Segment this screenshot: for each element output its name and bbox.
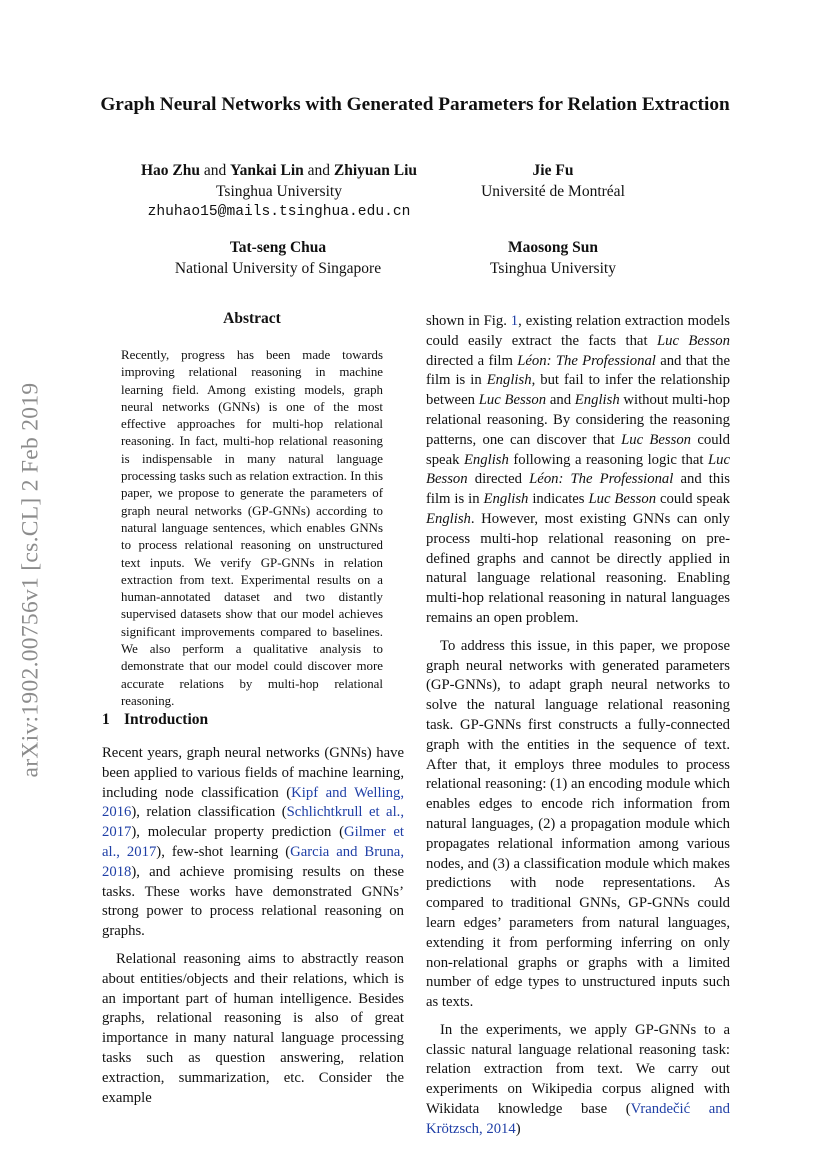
figure-link[interactable]: 1 <box>510 313 519 329</box>
author-email: zhuhao15@mails.tsinghua.edu.cn <box>147 204 411 220</box>
text-run: directed a film <box>426 352 518 369</box>
text-run: could speak <box>426 431 730 468</box>
author-name: Jie Fu <box>532 162 574 179</box>
author-block-2 <box>440 160 666 202</box>
author-block-3 <box>148 237 408 279</box>
text-run: following a reasoning logic that <box>508 451 708 468</box>
left-column <box>102 744 404 1108</box>
text-run: Recent years, graph neural networks (GNNs) have been applied to various fields of machine learning, including node classification ( <box>102 745 404 801</box>
italic-run: Luc Besson <box>426 451 730 488</box>
italic-run: Luc Besson <box>588 491 657 508</box>
text-run: and that the film is in <box>426 352 730 389</box>
arxiv-stamp <box>14 320 48 840</box>
citation-link[interactable]: Schlichtkrull et al., 2017 <box>102 804 405 841</box>
author-separator: and <box>307 162 331 179</box>
text-run: ), few-shot learning ( <box>156 843 291 860</box>
text-run: ) <box>515 1120 521 1137</box>
author-affiliation: Université de Montréal <box>481 183 625 200</box>
italic-run: English <box>486 372 532 389</box>
text-run: and this film is in <box>426 471 730 508</box>
italic-run: Léon: The Professional <box>529 471 674 488</box>
italic-run: Luc Besson <box>656 332 730 349</box>
italic-run: English <box>483 491 529 508</box>
author-name: Tat-seng Chua <box>229 239 327 256</box>
paragraph <box>426 312 730 629</box>
citation-link[interactable]: Kipf and Welling, 2016 <box>102 784 404 821</box>
text-run: , existing relation extraction models could easily extract the facts that <box>426 313 730 349</box>
author-affiliation: Tsinghua University <box>490 260 616 277</box>
italic-run: Léon: The Professional <box>517 352 656 369</box>
text-run: shown in Fig. <box>426 313 511 329</box>
arxiv-id: arXiv:1902.00756v1 [cs.CL] 2 Feb 2019 <box>17 382 44 778</box>
author-affiliation: Tsinghua University <box>216 183 342 200</box>
author-affiliation: National University of Singapore <box>174 260 382 277</box>
author-separator: and <box>203 162 227 179</box>
author-name: Zhiyuan Liu <box>333 162 418 179</box>
text-run: ), and achieve promising results on these tasks. These works have demonstrated GNNs’ strong power to process relational reasoning on graphs. <box>102 863 404 940</box>
italic-run: English <box>574 392 620 409</box>
section-number: 1 <box>102 711 110 728</box>
paragraph: Relational reasoning aims to abstractly reason about entities/objects and their relations, which is an important part of human intelligence. Besides graphs, relational reasoning is also of great importance in many natural language processing tasks such as question answering, relation extraction, summarization, etc. Consider the example <box>102 950 404 1106</box>
text-run: In the experiments, we apply GP-GNNs to a classic natural language relational reasoning task: relation extraction from text. We carry out experiments on Wikipedia corpus aligned with Wikidata knowledge base ( <box>426 1021 730 1118</box>
citation-link[interactable]: Vrandečić and Krötzsch, 2014 <box>426 1101 730 1137</box>
text-run: and <box>546 392 575 409</box>
right-column <box>426 312 730 1140</box>
citation-link[interactable]: Garcia and Bruna, 2018 <box>102 843 404 880</box>
paragraph <box>426 1021 730 1140</box>
citation-link[interactable]: Gilmer et al., 2017 <box>102 824 405 860</box>
author-name: Hao Zhu <box>140 162 200 179</box>
author-block-4 <box>440 237 666 279</box>
abstract-text: Recently, progress has been made towards improving relational reasoning in machine learning field. Among existing models, graph neural networks (GNNs) is one of the most effective approaches for multi-hop relational reasoning. In fact, multi-hop relational reasoning is indispensable in many natural language processing tasks such as relation extraction. In this paper, we propose to generate the parameters of graph neural networks (GP-GNNs) according to natural language sentences, which enables GNNs to process relational reasoning on unstructured text inputs. We verify GP-GNNs in relation extraction from text. Experimental results on a human-annotated dataset and two distantly supervised datasets show that our model achieves significant improvements compared to baselines. We also perform a qualitative analysis to demonstrate that our model could discover more accurate relations by multi-hop relational reasoning. <box>121 348 383 708</box>
paragraph: To address this issue, in this paper, we propose graph neural networks with generated parameters (GP-GNNs), to adapt graph neural networks to solve the natural language relational reasoning task. GP-GNNs first constructs a fully-connected graph with the entities in the sequence of text. After that, it employs three modules to process relational reasoning: (1) an encoding module which enables edges to encode rich information from natural languages, (2) a propagation module which propagates relational information among various nodes, and (3) a classification module which makes predictions with node representations. As compared to traditional GNNs, GP-GNNs could learn edges’ parameters from natural languages, extending it from performing inferring on only non-relational graphs or graphs with a limited number of edge types to unstructured inputs such as texts. <box>426 637 730 1011</box>
italic-run: English <box>426 510 471 527</box>
text-run: without multi-hop relational reasoning. By considering the reasoning patterns, one can discover that <box>426 392 730 448</box>
text-run: ), relation classification ( <box>131 804 287 821</box>
paper-title: Graph Neural Networks with Generated Parameters for Relation Extraction <box>100 94 730 115</box>
italic-run: English <box>463 451 509 468</box>
author-name: Yankai Lin <box>230 162 304 179</box>
abstract-heading: Abstract <box>223 310 281 327</box>
author-name: Maosong Sun <box>507 239 599 256</box>
text-run: , but fail to infer the relationship between <box>426 372 730 409</box>
text-run: could speak <box>656 491 730 508</box>
text-run: . However, most existing GNNs can only process multi-hop relational reasoning on pre-defined graphs and cannot be directly applied in natural language relational reasoning. Enabling multi-hop relational reasoning in natural languages remains an open problem. <box>426 510 730 626</box>
section-heading <box>102 711 208 729</box>
text-run: indicates <box>528 491 589 508</box>
section-title: Introduction <box>124 711 209 728</box>
text-run: ), molecular property prediction ( <box>131 824 345 841</box>
paragraph <box>102 744 404 942</box>
text-run: directed <box>467 471 530 488</box>
italic-run: Luc Besson <box>621 431 692 448</box>
italic-run: Luc Besson <box>478 392 547 409</box>
author-block-1 <box>100 160 458 223</box>
